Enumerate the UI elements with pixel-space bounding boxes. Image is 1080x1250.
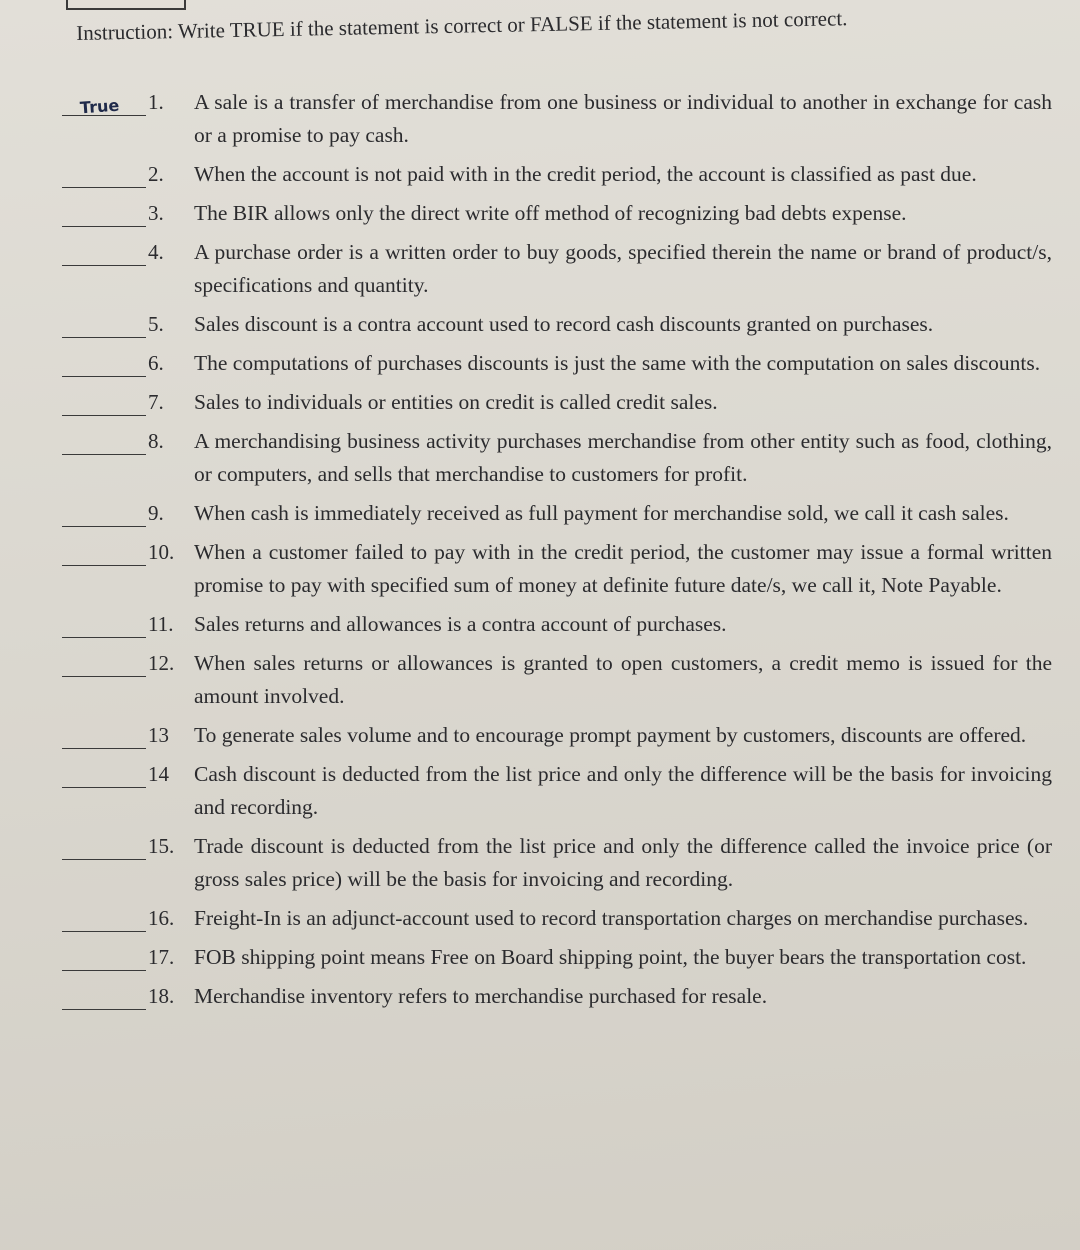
answer-blank[interactable]	[62, 347, 146, 377]
question-number: 4.	[148, 240, 164, 264]
question-number: 6.	[148, 351, 164, 375]
question-number: 5.	[148, 312, 164, 336]
answer-blank[interactable]	[62, 758, 146, 788]
question-text: When sales returns or allowances is granted to open customers, a credit memo is issued for the amount involved.	[194, 651, 1052, 708]
question-item	[62, 308, 1052, 341]
answer-blank[interactable]	[62, 158, 146, 188]
question-number: 17.	[148, 945, 175, 969]
question-text: Merchandise inventory refers to merchandise purchased for resale.	[194, 984, 768, 1008]
question-text: The BIR allows only the direct write off method of recognizing bad debts expense.	[194, 201, 907, 225]
question-text: Trade discount is deducted from the list price and only the difference called the invoice price (or gross sales price) will be the basis for invoicing and recording.	[194, 834, 1052, 891]
question-text: When the account is not paid with in the credit period, the account is classified as past due.	[194, 162, 977, 186]
answer-blank[interactable]	[62, 536, 146, 566]
question-text: When cash is immediately received as full payment for merchandise sold, we call it cash sales.	[194, 501, 1009, 525]
question-text: FOB shipping point means Free on Board shipping point, the buyer bears the transportation cost.	[194, 945, 1027, 969]
question-text: When a customer failed to pay with in the credit period, the customer may issue a formal written promise to pay with specified sum of money at definite future date/s, we call it, Note Payable.	[194, 540, 1052, 597]
question-number: 3.	[148, 201, 164, 225]
answer-blank[interactable]	[62, 308, 146, 338]
answer-blank[interactable]	[62, 719, 146, 749]
question-list	[62, 86, 1052, 1019]
question-item	[62, 608, 1052, 641]
question-number: 13	[148, 723, 169, 747]
answer-blank[interactable]	[62, 902, 146, 932]
question-item	[62, 197, 1052, 230]
handwritten-answer: True	[79, 95, 120, 118]
question-text: Cash discount is deducted from the list price and only the difference will be the basis for invoicing and recording.	[194, 762, 1052, 819]
question-text: Freight-In is an adjunct-account used to record transportation charges on merchandise purchases.	[194, 906, 1029, 930]
answer-blank[interactable]	[62, 941, 146, 971]
question-item	[62, 158, 1052, 191]
question-number: 16.	[148, 906, 175, 930]
question-number: 8.	[148, 429, 164, 453]
question-text: A sale is a transfer of merchandise from one business or individual to another in exchange for cash or a promise to pay cash.	[194, 90, 1052, 147]
answer-blank[interactable]	[62, 497, 146, 527]
question-number: 7.	[148, 390, 164, 414]
instruction-text: Instruction: Write TRUE if the statement is correct or FALSE if the statement is not correct.	[76, 6, 848, 45]
question-text: Sales to individuals or entities on credit is called credit sales.	[194, 390, 718, 414]
question-text: Sales discount is a contra account used to record cash discounts granted on purchases.	[194, 312, 934, 336]
question-number: 14	[148, 762, 169, 786]
question-number: 12.	[148, 651, 175, 675]
question-item	[62, 86, 1052, 152]
question-text: Sales returns and allowances is a contra account of purchases.	[194, 612, 727, 636]
answer-blank[interactable]	[62, 647, 146, 677]
question-item	[62, 758, 1052, 824]
question-number: 18.	[148, 984, 175, 1008]
question-number: 2.	[148, 162, 164, 186]
question-text: A purchase order is a written order to buy goods, specified therein the name or brand of product/s, specifications and quantity.	[194, 240, 1052, 297]
question-text: The computations of purchases discounts is just the same with the computation on sales discounts.	[194, 351, 1041, 375]
answer-blank[interactable]	[62, 608, 146, 638]
question-item	[62, 536, 1052, 602]
question-item	[62, 719, 1052, 752]
question-item	[62, 941, 1052, 974]
question-item	[62, 497, 1052, 530]
question-number: 1.	[148, 90, 164, 114]
answer-blank[interactable]	[62, 425, 146, 455]
question-text: A merchandising business activity purchases merchandise from other entity such as food, clothing, or computers, and sells that merchandise to customers for profit.	[194, 429, 1052, 486]
question-item	[62, 647, 1052, 713]
question-item	[62, 980, 1052, 1013]
answer-blank[interactable]	[62, 197, 146, 227]
question-number: 10.	[148, 540, 175, 564]
answer-blank[interactable]	[62, 236, 146, 266]
question-item	[62, 236, 1052, 302]
question-number: 9.	[148, 501, 164, 525]
question-item	[62, 386, 1052, 419]
question-number: 11.	[148, 612, 174, 636]
question-item	[62, 347, 1052, 380]
top-box-edge	[66, 0, 186, 10]
question-item	[62, 425, 1052, 491]
answer-blank[interactable]	[62, 830, 146, 860]
question-item	[62, 830, 1052, 896]
question-text: To generate sales volume and to encourage prompt payment by customers, discounts are offered.	[194, 723, 1027, 747]
answer-blank[interactable]	[62, 386, 146, 416]
answer-blank[interactable]	[62, 86, 146, 116]
answer-blank[interactable]	[62, 980, 146, 1010]
question-item	[62, 902, 1052, 935]
question-number: 15.	[148, 834, 175, 858]
